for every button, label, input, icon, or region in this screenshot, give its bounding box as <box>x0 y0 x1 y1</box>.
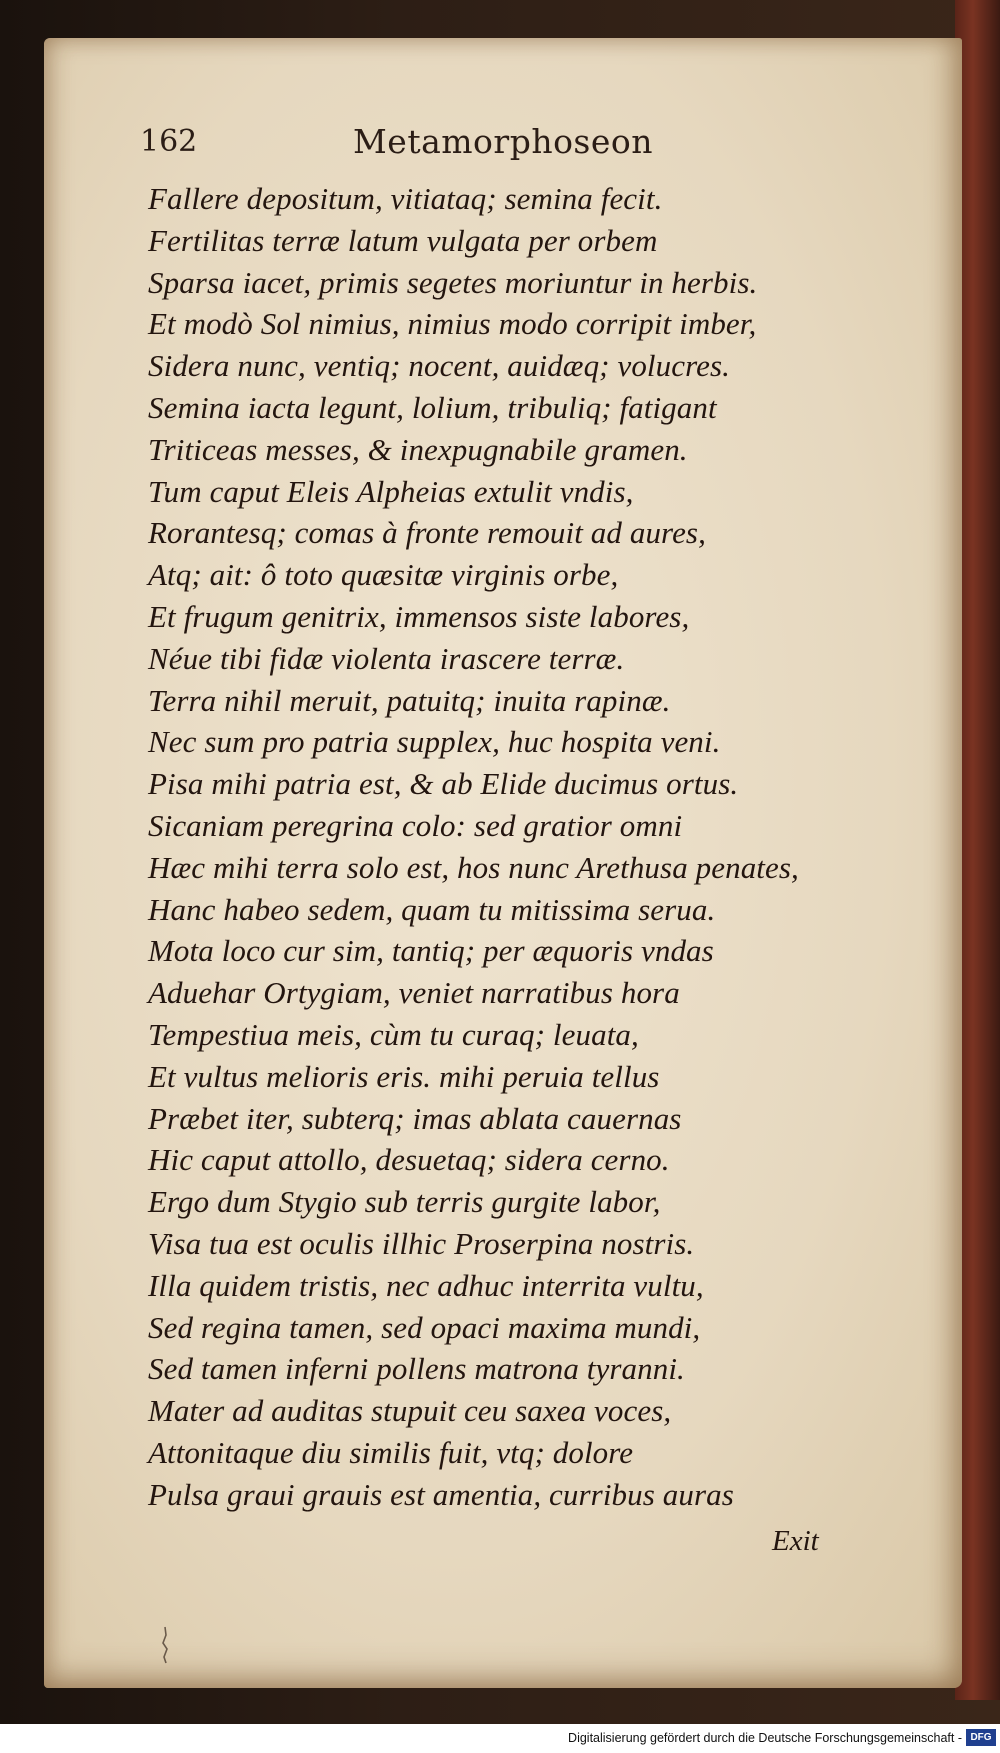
verse-line: Rorantesq; comas à fronte remouit ad aures, <box>148 515 706 551</box>
digitization-footer <box>0 1724 1000 1753</box>
verse-line: Atq; ait: ô toto quæsitæ virginis orbe, <box>148 557 619 593</box>
verse-line: Néue tibi fidæ violenta irascere terræ. <box>148 640 625 676</box>
verse-line: Attonitaque diu similis fuit, vtq; dolore <box>148 1434 634 1470</box>
verse-line: Fallere depositum, vitiataq; semina fecit. <box>148 181 663 216</box>
verse-line: Hic caput attollo, desuetaq; sidera cerno. <box>148 1142 670 1178</box>
verse-line: Et vultus melioris eris. mihi peruia tellus <box>148 1058 660 1094</box>
verse-line: Pulsa graui grauis est amentia, curribus auras <box>148 1476 734 1512</box>
verse-line: Ergo dum Stygio sub terris gurgite labor, <box>148 1184 661 1220</box>
verse-line: Illa quidem tristis, nec adhuc interrita vultu, <box>148 1267 704 1303</box>
running-head <box>140 118 660 168</box>
verse-line: Triticeas messes, & inexpugnabile gramen. <box>148 431 688 467</box>
dfg-logo: DFG <box>966 1729 996 1746</box>
verse-line: Sed tamen inferni pollens matrona tyranni. <box>148 1351 685 1387</box>
verse-text-block <box>148 178 828 1516</box>
verse-line: Nec sum pro patria supplex, huc hospita veni. <box>148 724 721 760</box>
ink-mark <box>158 1625 172 1665</box>
verse-line: Sparsa iacet, primis segetes moriuntur in herbis. <box>148 264 758 300</box>
verse-line: Sed regina tamen, sed opaci maxima mundi, <box>148 1309 701 1345</box>
footer-credit-text: Digitalisierung gefördert durch die Deutsche Forschungsgemeinschaft - <box>568 1731 962 1745</box>
verse-line: Visa tua est oculis illhic Proserpina nostris. <box>148 1225 695 1261</box>
verse-line: Tum caput Eleis Alpheias extulit vndis, <box>148 473 634 509</box>
verse-line: Semina iacta legunt, lolium, tribuliq; fatigant <box>148 389 717 425</box>
verse-line: Præbet iter, subterq; imas ablata cauernas <box>148 1100 682 1136</box>
page-title: Metamorphoseon <box>353 122 654 161</box>
verse-line: Et frugum genitrix, immensos siste labores, <box>148 598 690 634</box>
verse-line: Sidera nunc, ventiq; nocent, auidæq; volucres. <box>148 348 730 384</box>
verse-line: Terra nihil meruit, patuitq; inuita rapinæ. <box>148 682 671 718</box>
verse-line: Sicaniam peregrina colo: sed gratior omni <box>148 807 683 843</box>
page-number: 162 <box>140 124 198 159</box>
catchword: Exit <box>772 1525 819 1557</box>
verse-line: Aduehar Ortygiam, veniet narratibus hora <box>148 975 680 1011</box>
verse-line: Mater ad auditas stupuit ceu saxea voces, <box>148 1393 672 1429</box>
verse-line: Fertilitas terræ latum vulgata per orbem <box>148 222 658 258</box>
verse-line: Mota loco cur sim, tantiq; per æquoris vndas <box>148 933 714 969</box>
verse-line: Hæc mihi terra solo est, hos nunc Arethusa penates, <box>148 849 799 885</box>
verse-line: Pisa mihi patria est, & ab Elide ducimus ortus. <box>148 766 739 802</box>
verse-line: Tempestiua meis, cùm tu curaq; leuata, <box>148 1016 639 1052</box>
verse-line: Hanc habeo sedem, quam tu mitissima serua. <box>148 891 716 927</box>
verse-line: Et modò Sol nimius, nimius modo corripit imber, <box>148 306 757 342</box>
